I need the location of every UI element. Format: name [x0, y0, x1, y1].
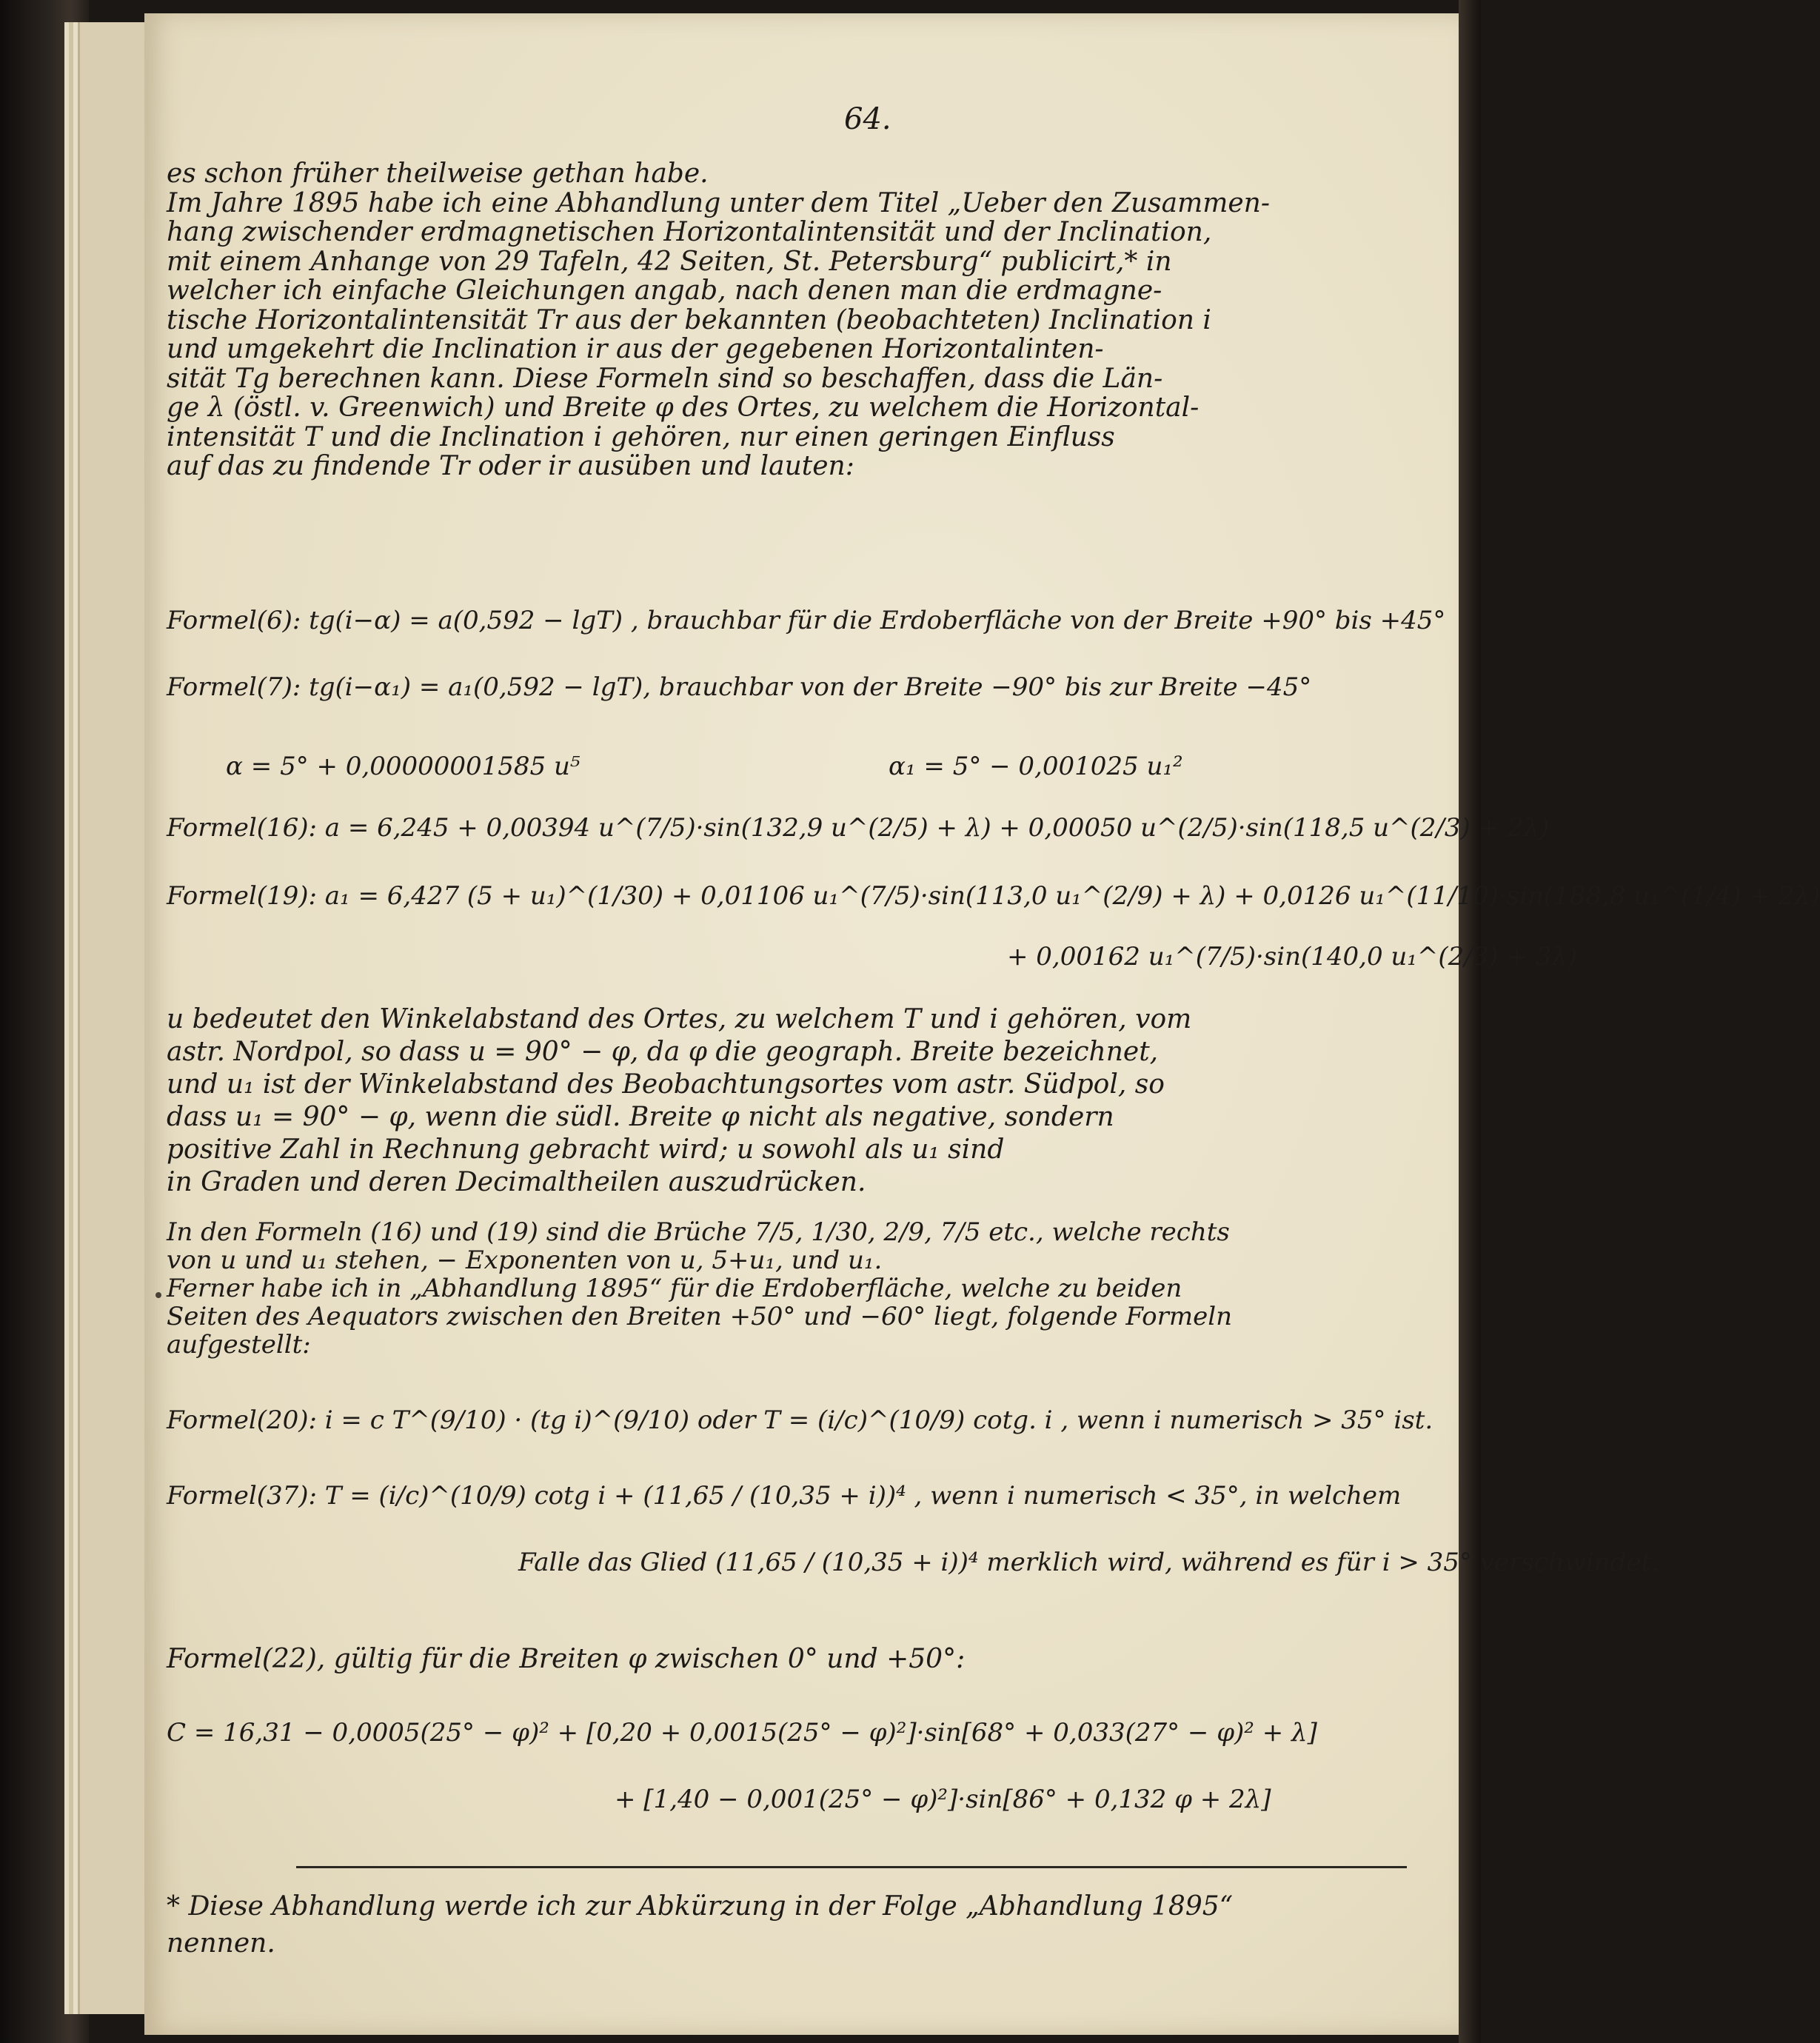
text-line: dass u₁ = 90° − φ, wenn die südl. Breite φ nicht als negative, sondern [167, 1102, 1114, 1132]
text-line: u bedeutet den Winkelabstand des Ortes, zu welchem T und i gehören, vom [167, 1004, 1192, 1034]
text-line: nennen. [167, 1928, 275, 1959]
footnote [167, 1888, 1233, 1962]
text-line: und u₁ ist der Winkelabstand des Beobachtungsortes vom astr. Südpol, so [167, 1069, 1165, 1100]
text-line: positive Zahl in Rechnung gebracht wird; u sowohl als u₁ sind [167, 1134, 1005, 1165]
text-line: ge λ (östl. v. Greenwich) und Breite φ des Ortes, zu welchem die Horizontal- [167, 392, 1200, 423]
exponents-paragraph [167, 1218, 1232, 1359]
formula-16: Formel(16): a = 6,245 + 0,00394 u^(7/5)·sin(132,9 u^(2/5) + λ) + 0,00050 u^(2/5)·sin(118,5 u^(2/3) + 2λ) [167, 813, 1550, 843]
book-edge [1459, 0, 1481, 2043]
text-line: in Graden und deren Decimaltheilen auszudrücken. [167, 1167, 866, 1197]
text-line: von u und u₁ stehen, − Exponenten von u, 5+u₁, und u₁. [167, 1245, 883, 1275]
text-line: intensität T und die Inclination i gehören, nur einen geringen Einfluss [167, 421, 1115, 452]
page-number: 64. [844, 102, 891, 136]
formula-c-line1: C = 16,31 − 0,0005(25° − φ)² + [0,20 + 0,0015(25° − φ)²]·sin[68° + 0,033(27° − φ)² + λ] [167, 1718, 1317, 1748]
formula-7: Formel(7): tg(i−α₁) = a₁(0,592 − lgT), brauchbar von der Breite −90° bis zur Breite −45° [167, 672, 1312, 702]
formula-22-heading: Formel(22), gültig für die Breiten φ zwischen 0° und +50°: [167, 1644, 966, 1674]
formula-20: Formel(20): i = c T^(9/10) · (tg i)^(9/10) oder T = (i/c)^(10/9) cotg. i , wenn i numerisch > 35° ist. [167, 1405, 1433, 1435]
formula-c-line2: + [1,40 − 0,001(25° − φ)²]·sin[86° + 0,132 φ + 2λ] [615, 1785, 1271, 1814]
formula-37: Formel(37): T = (i/c)^(10/9) cotg i + (11,65 / (10,35 + i))⁴ , wenn i numerisch < 35°, in welchem [167, 1481, 1402, 1511]
text-line: es schon früher theilweise gethan habe. [167, 158, 709, 189]
formula-37-note: Falle das Glied (11,65 / (10,35 + i))⁴ merklich wird, während es für i > 35° verschwindet. [518, 1548, 1659, 1577]
text-line: und umgekehrt die Inclination ir aus der gegebenen Horizontalinten- [167, 334, 1104, 364]
text-line: Im Jahre 1895 habe ich eine Abhandlung unter dem Titel „Ueber den Zusammen- [167, 187, 1271, 218]
formula-6: Formel(6): tg(i−α) = a(0,592 − lgT) , brauchbar für die Erdoberfläche von der Breite +90° bis +45° [167, 606, 1446, 635]
text-line: auf das zu findende Tr oder ir ausüben und lauten: [167, 451, 854, 481]
explanation-paragraph [167, 1003, 1191, 1199]
formula-alpha1: α₁ = 5° − 0,001025 u₁² [889, 752, 1183, 781]
text-line: welcher ich einfache Gleichungen angab, nach denen man die erdmagne- [167, 275, 1162, 306]
text-line: tische Horizontalintensität Tr aus der bekannten (beobachteten) Inclination i [167, 304, 1211, 335]
text-line: In den Formeln (16) und (19) sind die Brüche 7/5, 1/30, 2/9, 7/5 etc., welche rechts [167, 1217, 1230, 1247]
formula-19: Formel(19): a₁ = 6,427 (5 + u₁)^(1/30) + 0,01106 u₁^(7/5)·sin(113,0 u₁^(2/9) + λ) + 0,0126 u₁^(11/10)·sin(188,8 u₁^(1/4) + 2λ) [167, 881, 1820, 911]
footnote-divider [296, 1866, 1407, 1868]
text-line: sität Tg berechnen kann. Diese Formeln sind so beschaffen, dass die Län- [167, 363, 1163, 394]
text-line: aufgestellt: [167, 1330, 311, 1360]
book-binding [0, 0, 89, 2043]
text-line: mit einem Anhange von 29 Tafeln, 42 Seiten, St. Petersburg“ publicirt,* in [167, 246, 1172, 277]
text-line: Seiten des Aequators zwischen den Breiten +50° und −60° liegt, folgende Formeln [167, 1302, 1232, 1331]
text-line: astr. Nordpol, so dass u = 90° − φ, da φ die geograph. Breite bezeichnet, [167, 1037, 1159, 1067]
ink-spot [155, 1292, 161, 1298]
text-line: * Diese Abhandlung werde ich zur Abkürzung in der Folge „Abhandlung 1895“ [167, 1891, 1234, 1922]
formula-19-continued: + 0,00162 u₁^(7/5)·sin(140,0 u₁^(2/3) + 3λ) [1007, 942, 1578, 972]
formula-alpha: α = 5° + 0,00000001585 u⁵ [226, 752, 581, 781]
body-paragraph [167, 159, 1270, 481]
text-line: Ferner habe ich in „Abhandlung 1895“ für die Erdoberfläche, welche zu beiden [167, 1274, 1182, 1303]
text-line: hang zwischender erdmagnetischen Horizontalintensität und der Inclination, [167, 217, 1212, 247]
